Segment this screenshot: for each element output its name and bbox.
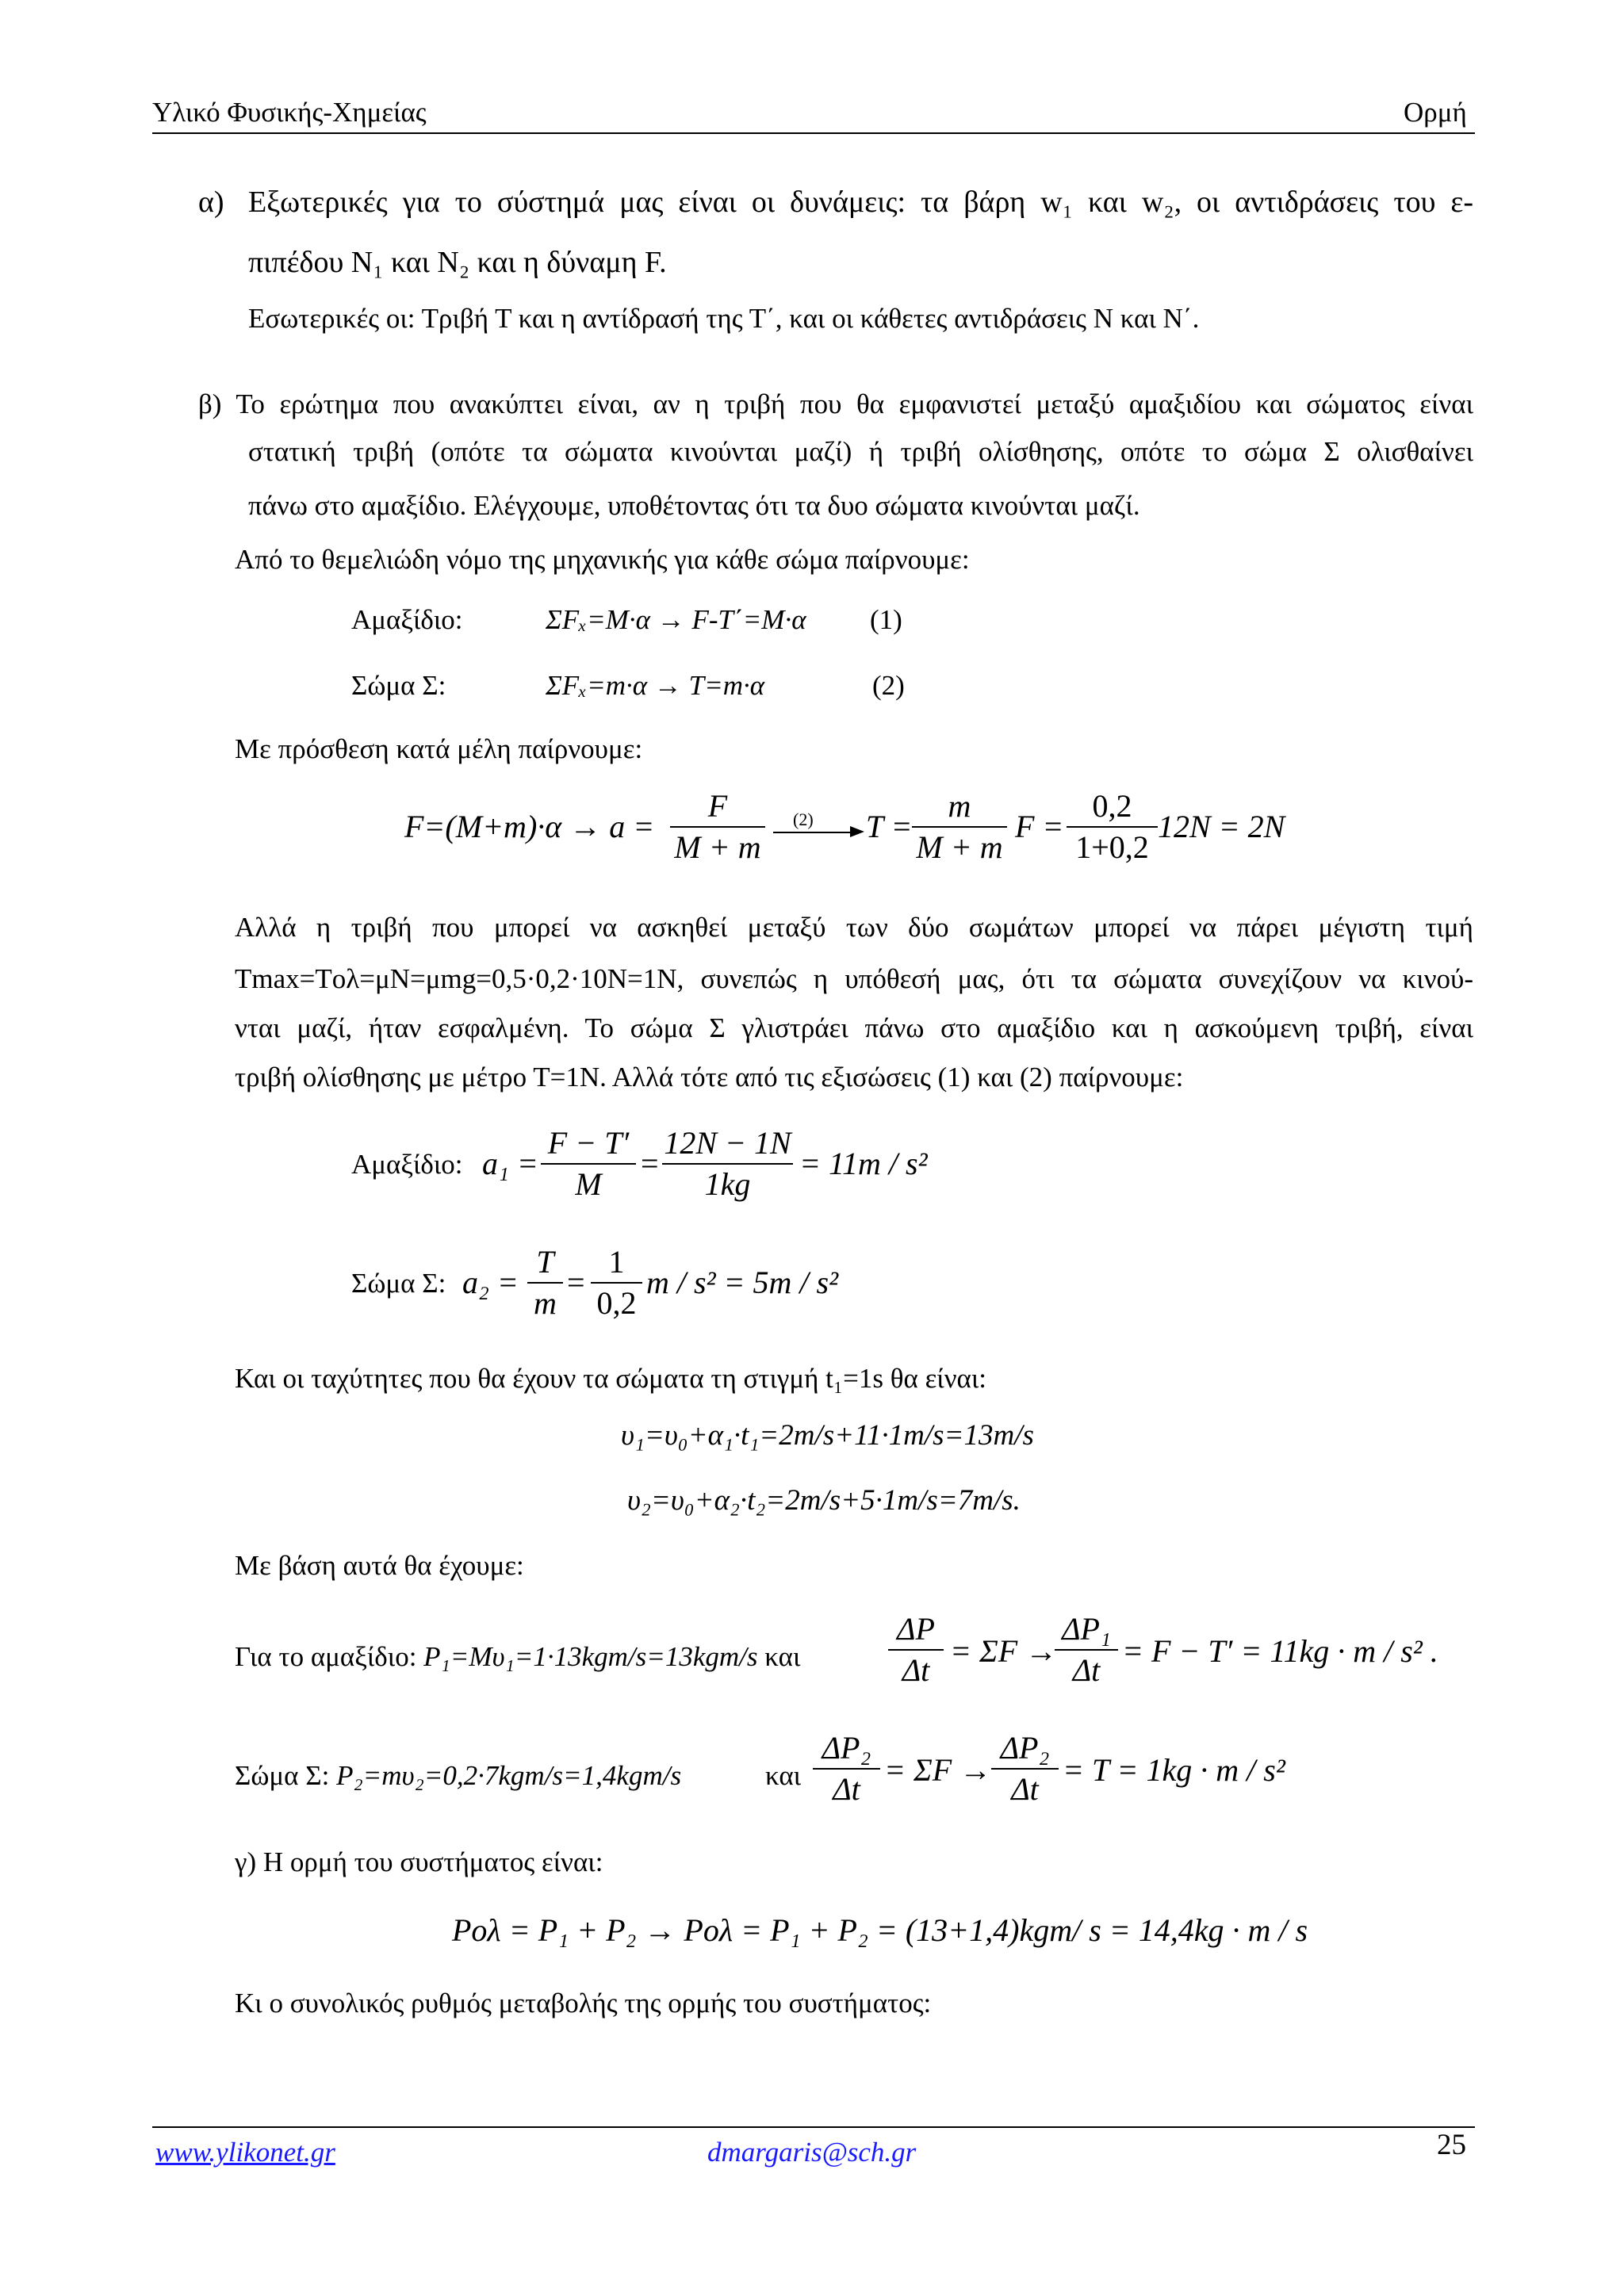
header-title: Υλικό Φυσικής-Χημείας xyxy=(152,97,427,128)
p2-dP2: ΔP₂ xyxy=(1000,1730,1050,1766)
a1-f2-num: 12N − 1N xyxy=(664,1125,791,1161)
eq3-v-num: 0,2 xyxy=(1092,788,1132,824)
part-b-line1: β) Το ερώτημα που ανακύπτει είναι, αν η τριβή που θα εμφανιστεί μεταξύ αμαξιδίου και σώματος είναι xyxy=(198,388,1473,419)
p2-expr: P₂=mυ₂=0,2·7kgm/s=1,4kgm/s xyxy=(336,1760,682,1791)
a1-f2-den: 1kg xyxy=(704,1166,751,1202)
p1-expr: P₁=Mυ₁=1·13kgm/s=13kgm/s xyxy=(423,1641,758,1672)
p2-and: και xyxy=(765,1760,802,1791)
eq3-fraction-m xyxy=(912,786,1007,867)
p2-dt2: Δt xyxy=(1011,1771,1039,1807)
p1-fraction1 xyxy=(888,1609,944,1690)
a1-label: Αμαξίδιο: xyxy=(351,1149,463,1180)
part-c-line2: Κι ο συνολικός ρυθμός μεταβολής της ορμής του συστήματος: xyxy=(235,1988,932,2019)
p1-text: Για το αμαξίδιο: xyxy=(235,1641,424,1672)
p2-fraction2 xyxy=(991,1728,1059,1809)
eq3-f-num: F xyxy=(707,788,728,824)
a1-fraction1 xyxy=(541,1123,636,1204)
para1-line4: τριβή ολίσθησης με μέτρο Τ=1Ν. Αλλά τότε από τις εξισώσεις (1) και (2) παίρνουμε: xyxy=(235,1062,1184,1093)
part-a-line3: Εσωτερικές οι: Τριβή Τ και η αντίδρασή της Τ΄, και οι κάθετες αντιδράσεις Ν και Ν΄. xyxy=(248,303,1200,334)
a1-result: = 11m / s² xyxy=(799,1146,928,1181)
a1-f1-den: M xyxy=(575,1166,602,1202)
a2-result: m / s² = 5m / s² xyxy=(646,1265,839,1300)
p1-dP: ΔP xyxy=(897,1611,935,1647)
p1-dP1: ΔP₁ xyxy=(1062,1611,1111,1647)
p1-line xyxy=(235,1640,800,1674)
p1-dt2: Δt xyxy=(1072,1652,1101,1688)
part-a-marker: α) xyxy=(198,186,224,219)
eq3-result: 12N = 2N xyxy=(1158,809,1285,844)
header-section: Ορμή xyxy=(1404,97,1467,128)
p2-text: Σώμα Σ: xyxy=(235,1760,337,1791)
a2-f1-den: m xyxy=(534,1285,557,1321)
a2-fraction2 xyxy=(591,1242,642,1323)
eq2-number: (2) xyxy=(872,670,905,701)
part-b-line3: πάνω στο αμαξίδιο. Ελέγχουμε, υποθέτοντας ότι τα δυο σώματα κινούνται μαζί. xyxy=(248,490,1140,521)
p1-dt: Δt xyxy=(902,1652,930,1688)
a1-fraction2 xyxy=(662,1123,793,1204)
p2-fraction1 xyxy=(813,1728,880,1809)
a2-f2-num: 1 xyxy=(608,1244,625,1280)
part-c-line1: γ) Η ορμή του συστήματος είναι: xyxy=(235,1846,603,1877)
p2-result: = T = 1kg · m / s² xyxy=(1063,1752,1285,1788)
eq3-arrow-line xyxy=(773,832,852,833)
p2-sigma: = ΣF → xyxy=(884,1752,992,1788)
para1-line1: Αλλά η τριβή που μπορεί να ασκηθεί μεταξύ των δύο σωμάτων μπορεί να πάρει μέγιστη τιμή xyxy=(235,912,1473,943)
part-b-line2: στατική τριβή (οπότε τα σώματα κινούνται μαζί) ή τριβή ολίσθησης, οπότε το σώμα Σ ολισθαίνει xyxy=(248,436,1473,467)
a1-equals: = xyxy=(641,1146,659,1181)
page-number: 25 xyxy=(1437,2129,1466,2161)
eq3-lhs: F=(M+m)·α → a = xyxy=(404,809,655,844)
eq3-fraction-f xyxy=(670,786,765,867)
velocity-1: υ₁=υ₀+α₁·t₁=2m/s+11·1m/s=13m/s xyxy=(621,1419,1034,1452)
part-c-equation: Pολ = P₁ + P₂ → Pολ = P₁ + P₂ = (13+1,4)kgm/ s = 14,4kg · m / s xyxy=(452,1912,1308,1948)
velocity-2: υ₂=υ₀+α₂·t₂=2m/s+5·1m/s=7m/s. xyxy=(627,1484,1021,1517)
p1-and: και xyxy=(757,1641,801,1672)
eq3-arrow-head xyxy=(850,826,864,837)
eq3-f-den: M + m xyxy=(674,829,761,865)
a2-fraction1 xyxy=(527,1242,563,1323)
a2-label: Σώμα Σ: xyxy=(351,1268,446,1299)
a1-lhs: a₁ = xyxy=(482,1146,538,1181)
header-rule xyxy=(152,132,1475,134)
eq3-m-num: m xyxy=(948,788,971,824)
footer-rule xyxy=(152,2126,1475,2128)
a2-f2-den: 0,2 xyxy=(596,1285,637,1321)
footer-website-link[interactable]: www.ylikonet.gr xyxy=(155,2137,335,2168)
part-b-line4: Από το θεμελιώδη νόμο της μηχανικής για κάθε σώμα παίρνουμε: xyxy=(235,544,970,575)
eq1-label: Αμαξίδιο: xyxy=(351,604,463,635)
eq3-fraction-value xyxy=(1067,786,1158,867)
p1-result: = F − T′ = 11kg · m / s² . xyxy=(1122,1633,1438,1669)
p2-line xyxy=(235,1758,681,1793)
footer-email-link[interactable]: dmargaris@sch.gr xyxy=(707,2137,917,2168)
para1-line3: νται μαζί, ήταν εσφαλμένη. Το σώμα Σ γλιστράει πάνω στο αμαξίδιο και η ασκούμενη τριβή, είναι xyxy=(235,1012,1473,1043)
a2-equals: = xyxy=(567,1265,585,1300)
eq3-v-den: 1+0,2 xyxy=(1075,829,1149,865)
p2-dt: Δt xyxy=(833,1771,860,1807)
eq3-F: F = xyxy=(1015,809,1064,844)
eq2: ΣFₓ=m·α → T=m·α xyxy=(546,670,765,701)
eq3-T: T = xyxy=(866,809,913,844)
eq1: ΣFₓ=M·α → F-T΄=M·α xyxy=(546,604,806,635)
p2-dP: ΔP₂ xyxy=(822,1730,871,1766)
part-b-line6: Και οι ταχύτητες που θα έχουν τα σώματα τη στιγμή t₁=1s θα είναι: xyxy=(235,1363,986,1394)
eq3-m-den: M + m xyxy=(916,829,1003,865)
p1-sigma: = ΣF → xyxy=(950,1633,1058,1669)
part-b-line7: Με βάση αυτά θα έχουμε: xyxy=(235,1550,524,1581)
part-b-line5: Με πρόσθεση κατά μέλη παίρνουμε: xyxy=(235,733,643,764)
eq1-number: (1) xyxy=(870,604,902,635)
a2-lhs: a₂ = xyxy=(462,1265,519,1300)
para1-line2: Tmax=Tολ=μN=μmg=0,5·0,2·10N=1N, συνεπώς η υπόθεσή μας, ότι τα σώματα συνεχίζουν να κινού- xyxy=(235,963,1473,994)
eq3-arrow-label: (2) xyxy=(793,809,814,829)
part-a-line2: πιπέδου N₁ και N₂ και η δύναμη F. xyxy=(248,246,667,279)
part-a-line1: Εξωτερικές για το σύστημά μας είναι οι δυνάμεις: τα βάρη w₁ και w₂, οι αντιδράσεις του ε- xyxy=(248,186,1473,219)
a1-f1-num: F − T′ xyxy=(547,1125,630,1161)
eq2-label: Σώμα Σ: xyxy=(351,670,446,701)
p1-fraction2 xyxy=(1055,1609,1118,1690)
a2-f1-num: T xyxy=(536,1244,554,1280)
